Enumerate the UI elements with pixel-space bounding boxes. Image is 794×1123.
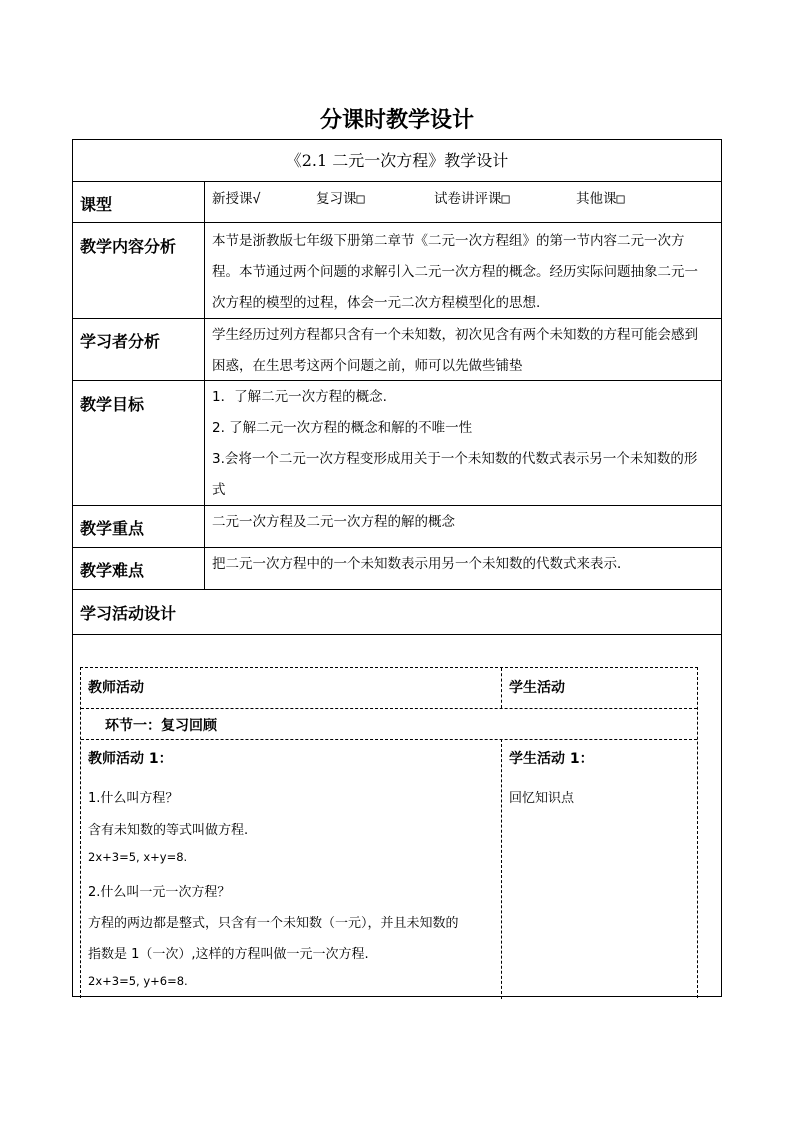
learner-analysis-label: 学习者分析 bbox=[80, 332, 161, 351]
course-type-review: 复习课□ bbox=[316, 191, 365, 207]
content-analysis-line: 本节是浙教版七年级下册第二章节《二元一次方程组》的第一节内容二元一次方 bbox=[212, 233, 685, 249]
section-title: 环节一：复习回顾 bbox=[105, 718, 217, 734]
learner-analysis-text bbox=[212, 320, 717, 382]
row-divider bbox=[73, 222, 721, 223]
activity-row-divider bbox=[81, 739, 697, 740]
key-points-text: 二元一次方程及二元一次方程的解的概念 bbox=[212, 514, 455, 530]
teacher-activity-line: 方程的两边都是整式，只含有一个未知数（一元），并且未知数的 bbox=[88, 916, 459, 931]
activity-column-divider bbox=[501, 668, 502, 708]
column-divider bbox=[204, 181, 205, 589]
objective-line: 3.会将一个二元一次方程变形成用关于一个未知数的代数式表示另一个未知数的形 bbox=[212, 451, 698, 467]
lesson-title: 《2.1 二元一次方程》教学设计 bbox=[285, 151, 509, 170]
objectives-label: 教学目标 bbox=[80, 395, 145, 414]
teacher-activity-line: 2x+3=5, y+6=8. bbox=[88, 974, 188, 988]
content-analysis-line: 次方程的模型的过程，体会一元二次方程模型化的思想. bbox=[212, 295, 541, 311]
key-points-label: 教学重点 bbox=[80, 519, 145, 538]
teacher-activity-line: 含有未知数的等式叫做方程. bbox=[88, 823, 249, 838]
difficulties-text: 把二元一次方程中的一个未知数表示用另一个未知数的代数式来表示． bbox=[212, 556, 631, 572]
course-type-label: 课型 bbox=[80, 195, 113, 214]
learner-analysis-line: 困惑，在生思考这两个问题之前，师可以先做些铺垫 bbox=[212, 358, 523, 374]
student-activity-text: 回忆知识点 bbox=[509, 791, 575, 806]
student-activity-header: 学生活动 bbox=[509, 680, 565, 696]
row-divider bbox=[73, 547, 721, 548]
activity-table bbox=[80, 667, 698, 998]
activity-design-label: 学习活动设计 bbox=[80, 604, 177, 623]
content-analysis-label: 教学内容分析 bbox=[80, 237, 177, 256]
row-divider bbox=[73, 589, 721, 590]
objective-line: 式 bbox=[212, 482, 226, 498]
objective-line: 1．了解二元一次方程的概念. bbox=[212, 389, 387, 405]
course-type-other: 其他课□ bbox=[576, 191, 625, 207]
student-activity-title: 学生活动 1： bbox=[509, 751, 594, 767]
course-type-new: 新授课√ bbox=[212, 191, 261, 207]
teacher-activity-title: 教师活动 1： bbox=[88, 751, 173, 767]
objectives-text bbox=[212, 382, 717, 506]
teacher-activity-line: 指数是 1（一次）,这样的方程叫做一元一次方程. bbox=[88, 947, 369, 962]
content-analysis-line: 程。本节通过两个问题的求解引入二元一次方程的概念。经历实际问题抽象二元一 bbox=[212, 264, 698, 280]
teacher-activity-line: 1.什么叫方程？ bbox=[88, 791, 179, 806]
content-analysis-text bbox=[212, 226, 717, 319]
page-title: 分课时教学设计 bbox=[319, 107, 474, 133]
lesson-design-table bbox=[72, 139, 722, 997]
activity-row-divider bbox=[81, 708, 697, 709]
row-divider bbox=[73, 181, 721, 182]
teacher-activity-header: 教师活动 bbox=[88, 680, 144, 696]
objective-line: 2. 了解二元一次方程的概念和解的不唯一性 bbox=[212, 420, 473, 436]
learner-analysis-line: 学生经历过列方程都只含有一个未知数，初次见含有两个未知数的方程可能会感到 bbox=[212, 327, 698, 343]
teacher-activity-line: 2x+3=5, x+y=8. bbox=[88, 850, 188, 864]
difficulties-label: 教学难点 bbox=[80, 561, 145, 580]
activity-column-divider bbox=[501, 739, 502, 999]
teacher-activity-line: 2.什么叫一元一次方程？ bbox=[88, 885, 231, 900]
row-divider bbox=[73, 634, 721, 635]
course-type-exam-review: 试卷讲评课□ bbox=[434, 191, 510, 207]
